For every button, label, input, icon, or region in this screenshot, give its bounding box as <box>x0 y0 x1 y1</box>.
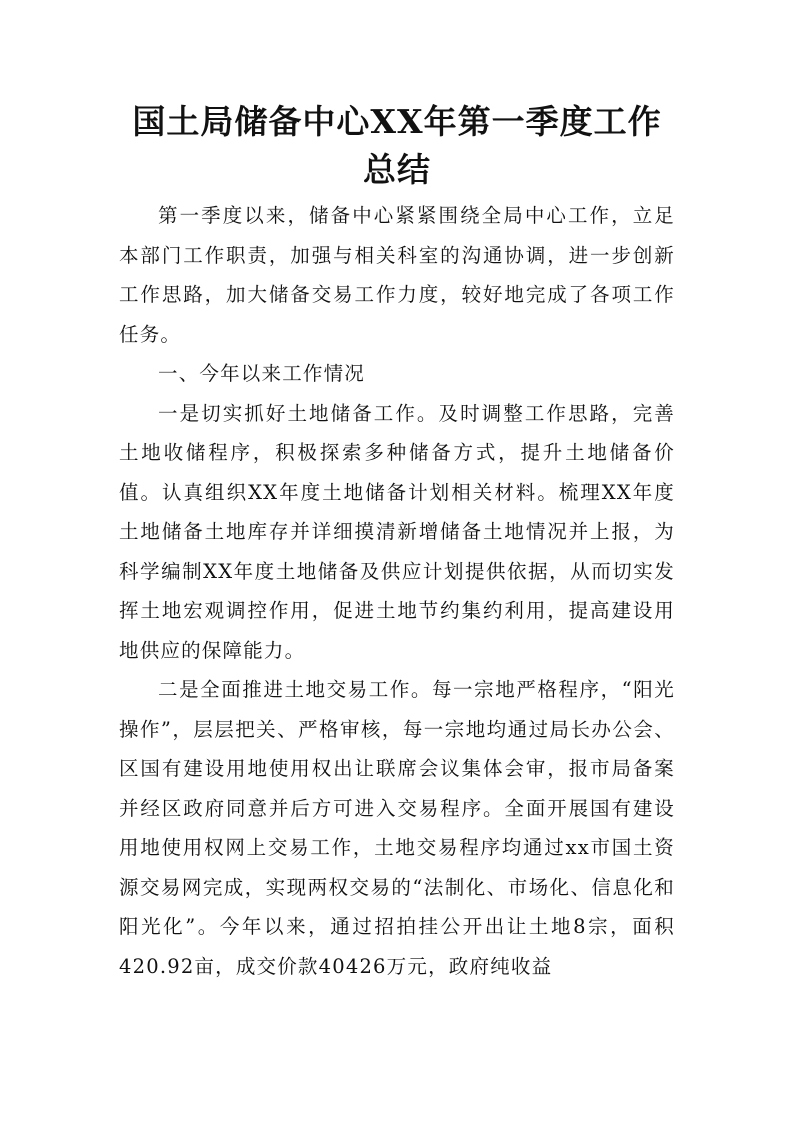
paragraph-land-trading: 二是全面推进土地交易工作。每一宗地严格程序，“阳光操作”，层层把关、严格审核，每一宗地均通过局长办公会、区国有建设用地使用权出让联席会议集体会审，报市局备案并经区政府同意并后方可进入交易程序。全面开展国有建设用地使用权网上交易工作，土地交易程序均通过xx市国土资源交易网完成，实现两权交易的“法制化、市场化、信息化和阳光化”。今年以来，通过招拍挂公开出让土地8宗，面积420.92亩，成交价款40426万元，政府纯收益 <box>119 678 675 978</box>
paragraph-land-reserve: 一是切实抓好土地储备工作。及时调整工作思路，完善土地收储程序，积极探索多种储备方式，提升土地储备价值。认真组织XX年度土地储备计划相关材料。梳理XX年度土地储备土地库存并详细摸清新增储备土地情况并上报，为科学编制XX年度土地储备及供应计划提供依据，从而切实发挥土地宏观调控作用，促进土地节约集约利用，提高建设用地供应的保障能力。 <box>119 401 675 662</box>
document-title: 国土局储备中心XX年第一季度工作总结 <box>132 102 662 189</box>
document-body <box>119 196 675 986</box>
paragraph-intro: 第一季度以来，储备中心紧紧围绕全局中心工作，立足本部门工作职责，加强与相关科室的沟通协调，进一步创新工作思路，加大储备交易工作力度，较好地完成了各项工作任务。 <box>119 204 675 346</box>
section-heading: 一、今年以来工作情况 <box>158 362 366 385</box>
